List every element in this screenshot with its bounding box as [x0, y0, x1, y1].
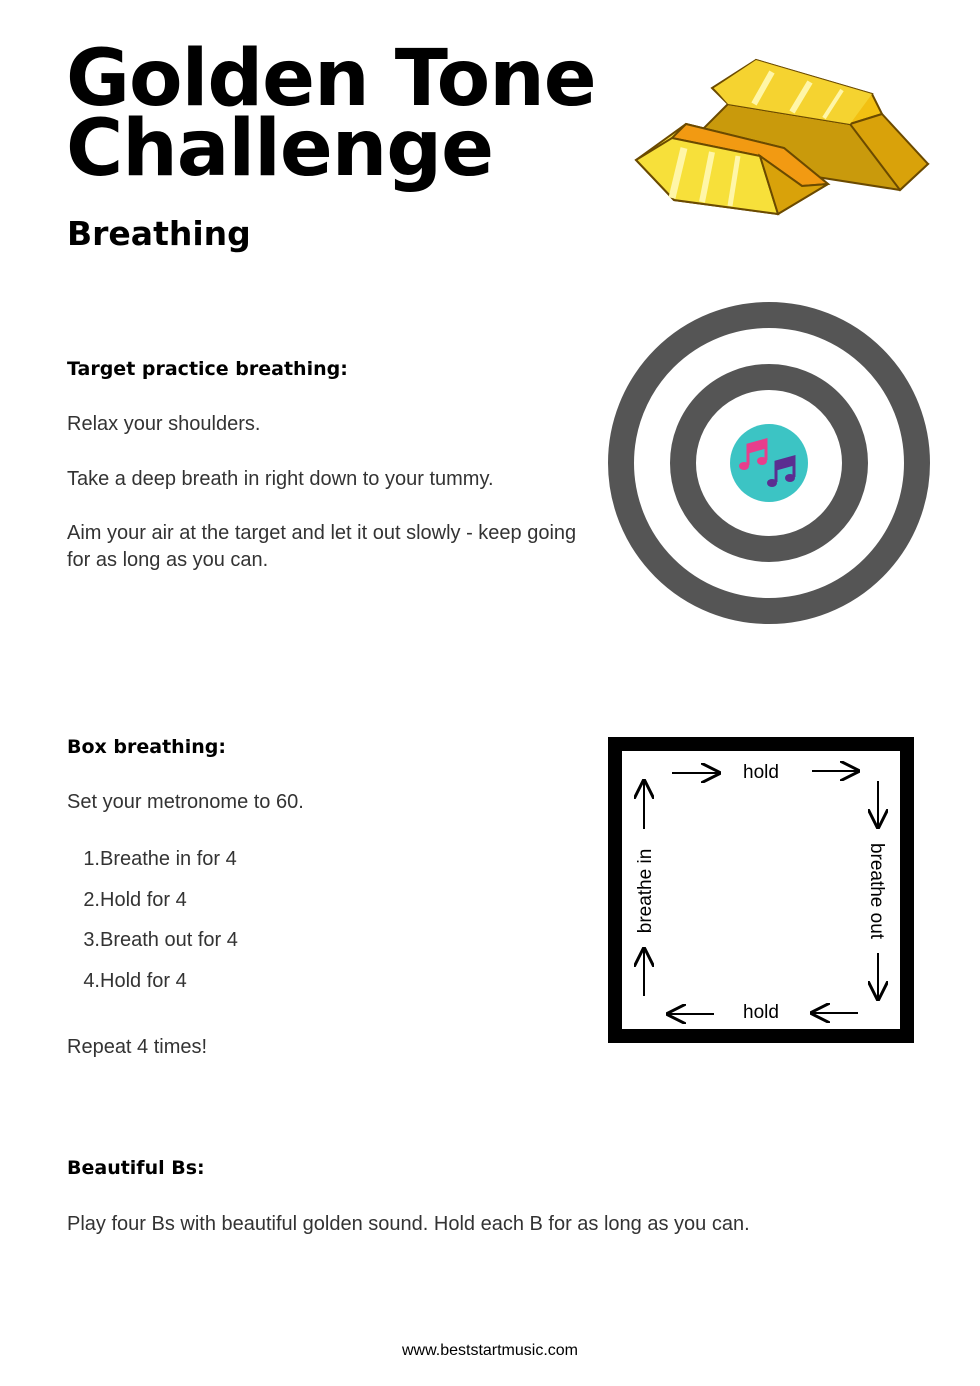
step-number: 1. [83, 848, 100, 870]
title-line-2: Challenge [66, 104, 494, 194]
target-practice-heading: Target practice breathing: [67, 358, 348, 380]
box-outro: Repeat 4 times! [67, 1036, 208, 1058]
step-text: Hold for 4 [100, 888, 187, 911]
step-number: 2. [83, 888, 100, 911]
step-number: 3. [83, 929, 100, 951]
box-label-left: breathe in [635, 848, 656, 934]
list-item [67, 929, 238, 970]
beautiful-bs-heading: Beautiful Bs: [67, 1157, 205, 1179]
target-paragraph-1: Relax your shoulders. [67, 413, 261, 435]
target-paragraph-2: Take a deep breath in right down to your tummy. [67, 468, 494, 490]
target-paragraph-3: Aim your air at the target and let it out slowly - keep going for as long as you can. [67, 522, 577, 571]
arrow-icons [644, 771, 878, 1014]
footer-url: www.beststartmusic.com [401, 1342, 579, 1359]
beautiful-bs-text: Play four Bs with beautiful golden sound. Hold each B for as long as you can. [67, 1213, 750, 1235]
box-label-top: hold [743, 762, 779, 783]
step-text: Breathe in for 4 [100, 848, 237, 870]
step-number: 4. [83, 969, 100, 992]
box-breathing-heading: Box breathing: [67, 736, 226, 758]
title-line-1: Golden Tone [66, 34, 596, 124]
list-item [67, 970, 238, 1011]
page-title [66, 34, 596, 194]
target-illustration [606, 300, 932, 626]
box-label-bottom: hold [743, 1002, 779, 1023]
box-label-right: breathe out [866, 842, 887, 940]
list-item [67, 848, 238, 889]
box-breathing-diagram [608, 737, 914, 1043]
page-subtitle: Breathing [67, 214, 251, 253]
box-intro: Set your metronome to 60. [67, 791, 304, 813]
list-item [67, 889, 238, 930]
step-text: Breath out for 4 [100, 929, 238, 951]
box-steps-list [67, 848, 238, 1010]
gold-bars-illustration [632, 52, 938, 224]
step-text: Hold for 4 [100, 969, 187, 992]
